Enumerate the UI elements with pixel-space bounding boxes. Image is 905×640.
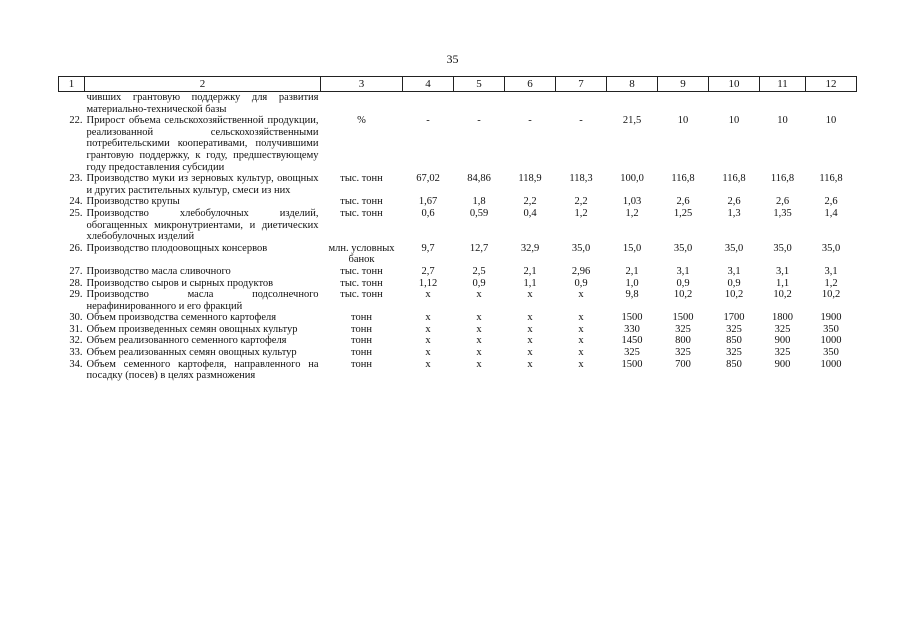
table-row [59, 196, 857, 208]
unit-of-measure: тонн [351, 347, 372, 359]
value-cell-col-12: 2,6 [824, 196, 838, 208]
value-cell-col-9: 325 [675, 347, 691, 359]
value-cell-col-10: 850 [726, 358, 742, 370]
value-cell-col-9: 1,25 [673, 207, 693, 219]
value-cell-col-8: 15,0 [622, 242, 642, 254]
value-cell-col-7 [556, 92, 607, 116]
unit-of-measure: тыс. тонн [340, 173, 383, 185]
value-cell-col-5: 1,8 [472, 196, 486, 208]
value-cell-col-6: х [527, 312, 533, 324]
value-cell-col-12 [806, 92, 857, 116]
value-cell-col-4: 1,12 [418, 277, 438, 289]
value-cell-col-4: 0,6 [421, 207, 435, 219]
value-cell-col-10: 1,3 [727, 207, 741, 219]
value-cell-col-10: 850 [726, 335, 742, 347]
row-number: 22. [69, 115, 83, 127]
row-number: 24. [69, 196, 83, 208]
value-cell-col-6 [505, 92, 556, 116]
value-cell-col-5: х [476, 323, 482, 335]
value-cell-col-7: 0,9 [574, 277, 588, 289]
value-cell-col-11: 10 [777, 115, 788, 127]
unit-of-measure: % [357, 115, 366, 127]
value-cell-col-11: 325 [774, 323, 791, 335]
value-cell-col-5: 2,5 [472, 265, 486, 277]
value-cell-col-10: 325 [726, 347, 742, 359]
value-cell-col-11: 1,1 [775, 277, 790, 289]
indicator-name: Производство хлебобулочных изделий, обогащенных микронутриентами, и диетических хлебобулочных изделий [86, 207, 319, 243]
unit-of-measure: тыс. тонн [340, 289, 383, 301]
value-cell-col-8: 21,5 [622, 115, 642, 127]
value-cell-col-9: 116,8 [671, 173, 695, 185]
value-cell-col-8: 1,03 [622, 196, 642, 208]
indicator-name: Объем реализованного семенного картофеля [86, 335, 287, 347]
value-cell-col-12: 1,4 [824, 207, 838, 219]
column-header-7: 7 [556, 77, 607, 92]
value-cell-col-11: 1800 [772, 312, 793, 324]
value-cell-col-7: 118,3 [569, 173, 593, 185]
value-cell-col-6: х [527, 289, 533, 301]
table-row [59, 324, 857, 336]
value-cell-col-10 [709, 92, 760, 116]
value-cell-col-5: х [476, 347, 482, 359]
value-cell-col-8: 1,0 [625, 277, 639, 289]
unit-of-measure: тыс. тонн [340, 265, 383, 277]
value-cell-col-6: 1,1 [523, 277, 537, 289]
value-cell-col-5 [454, 92, 505, 116]
value-cell-col-9 [658, 92, 709, 116]
row-number: 25. [69, 207, 83, 219]
table-row [59, 359, 857, 382]
value-cell-col-6: х [527, 347, 533, 359]
table-row [59, 312, 857, 324]
value-cell-col-4: х [425, 347, 431, 359]
indicator-name: Производство масла сливочного [86, 265, 231, 277]
value-cell-col-11: 1,35 [773, 207, 792, 219]
indicator-name: Объем реализованных семян овощных культур [86, 347, 297, 359]
row-number: 33. [69, 347, 83, 359]
column-header-8: 8 [607, 77, 658, 92]
table-header [59, 77, 857, 92]
value-cell-col-7: х [578, 323, 584, 335]
value-cell-col-10: 325 [726, 323, 742, 335]
value-cell-col-4: 1,67 [418, 196, 438, 208]
row-number: 30. [69, 312, 83, 324]
row-number: 26. [69, 242, 83, 254]
table-body [59, 92, 857, 382]
value-cell-col-8: 1500 [621, 312, 643, 324]
value-cell-col-8: 1450 [621, 335, 643, 347]
value-cell-col-6: 2,1 [523, 265, 537, 277]
row-number [59, 92, 85, 116]
value-cell-col-6: х [527, 335, 533, 347]
column-header-3: 3 [321, 77, 403, 92]
value-cell-col-11: 900 [774, 335, 791, 347]
value-cell-col-10: 2,6 [727, 196, 741, 208]
value-cell-col-10: 10,2 [724, 289, 744, 301]
value-cell-col-4: х [425, 289, 431, 301]
value-cell-col-12: 3,1 [824, 265, 838, 277]
value-cell-col-9: 2,6 [676, 196, 690, 208]
value-cell-col-11: 3,1 [775, 265, 790, 277]
column-header-9: 9 [658, 77, 709, 92]
value-cell-col-8: 2,1 [625, 265, 639, 277]
value-cell-col-9: 10,2 [673, 289, 693, 301]
row-number: 23. [69, 173, 83, 185]
value-cell-col-12: 116,8 [819, 173, 843, 185]
indicators-table [58, 76, 857, 382]
row-number: 34. [69, 358, 83, 370]
value-cell-col-9: 800 [675, 335, 691, 347]
value-cell-col-10: 10 [728, 115, 740, 127]
indicator-name: Прирост объема сельскохозяйственной продукции, реализованной сельскохозяйственными потребительскими кооперативами, получившими грантовую поддержку, к году, предшествующему году предоставления субсидии [86, 115, 319, 173]
value-cell-col-8: 1500 [621, 358, 643, 370]
value-cell-col-4: х [425, 358, 431, 370]
row-number: 32. [69, 335, 83, 347]
column-header-11: 11 [760, 77, 806, 92]
value-cell-col-8: 1,2 [625, 207, 639, 219]
column-header-10: 10 [709, 77, 760, 92]
value-cell-col-5: х [476, 358, 482, 370]
value-cell-col-5: 0,59 [469, 207, 489, 219]
value-cell-col-9: 0,9 [676, 277, 690, 289]
indicator-name: Производство масла подсолнечного нерафинированного и его фракций [86, 289, 319, 312]
column-header-4: 4 [403, 77, 454, 92]
value-cell-col-7: 1,2 [574, 207, 588, 219]
value-cell-col-7: х [578, 347, 584, 359]
value-cell-col-6: 118,9 [518, 173, 542, 185]
value-cell-col-5: - [477, 115, 481, 127]
value-cell-col-11: 2,6 [775, 196, 790, 208]
value-cell-col-4: 2,7 [421, 265, 435, 277]
table-row [59, 208, 857, 243]
value-cell-col-8 [607, 92, 658, 116]
value-cell-col-7: - [579, 115, 583, 127]
indicator-name: Производство плодоовощных консервов [86, 242, 268, 254]
table-row [59, 266, 857, 278]
value-cell-col-9: 700 [675, 358, 691, 370]
value-cell-col-9: 325 [675, 323, 691, 335]
table-row [59, 289, 857, 312]
value-cell-col-4: х [425, 323, 431, 335]
value-cell-col-12: 1900 [820, 312, 842, 324]
unit-of-measure [321, 92, 403, 116]
value-cell-col-12: 350 [823, 323, 839, 335]
unit-of-measure: тыс. тонн [340, 196, 383, 208]
indicator-name: Объем произведенных семян овощных культур [86, 323, 298, 335]
value-cell-col-5: х [476, 289, 482, 301]
row-number: 27. [69, 265, 83, 277]
value-cell-col-4: - [426, 115, 430, 127]
value-cell-col-7: х [578, 358, 584, 370]
value-cell-col-9: 1500 [672, 312, 694, 324]
unit-of-measure: тыс. тонн [340, 277, 383, 289]
value-cell-col-8: 330 [624, 323, 640, 335]
value-cell-col-12: 1000 [820, 358, 842, 370]
value-cell-col-10: 0,9 [727, 277, 741, 289]
table-row [59, 173, 857, 196]
value-cell-col-7: 2,96 [571, 265, 591, 277]
value-cell-col-7: х [578, 289, 584, 301]
value-cell-col-10: 3,1 [727, 265, 741, 277]
indicator-name: Производство крупы [86, 196, 180, 208]
indicator-name: Объем производства семенного картофеля [86, 312, 277, 324]
value-cell-col-9: 35,0 [673, 242, 693, 254]
table-row [59, 347, 857, 359]
value-cell-col-6: 2,2 [523, 196, 537, 208]
value-cell-col-6: 32,9 [520, 242, 540, 254]
indicator-name: Производство муки из зерновых культур, овощных и других растительных культур, смеси из них [86, 173, 319, 196]
value-cell-col-8: 100,0 [620, 173, 644, 185]
value-cell-col-7: 35,0 [571, 242, 591, 254]
value-cell-col-6: 0,4 [523, 207, 537, 219]
row-number: 28. [69, 277, 83, 289]
value-cell-col-5: 12,7 [469, 242, 489, 254]
value-cell-col-9: 3,1 [676, 265, 690, 277]
value-cell-col-12: 35,0 [821, 242, 841, 254]
value-cell-col-6: - [528, 115, 532, 127]
column-header-5: 5 [454, 77, 505, 92]
indicator-name: Объем семенного картофеля, направленного на посадку (посев) в целях размножения [86, 358, 319, 382]
unit-of-measure: тонн [351, 312, 372, 324]
value-cell-col-5: х [476, 335, 482, 347]
table-row [59, 92, 857, 116]
value-cell-col-4: х [425, 335, 431, 347]
value-cell-col-8: 325 [624, 347, 640, 359]
value-cell-col-4: х [425, 312, 431, 324]
value-cell-col-5: х [476, 312, 482, 324]
table-row [59, 278, 857, 290]
row-number: 31. [69, 323, 83, 335]
value-cell-col-11 [760, 92, 806, 116]
value-cell-col-12: 350 [823, 347, 839, 359]
column-header-2: 2 [85, 77, 321, 92]
value-cell-col-12: 1,2 [824, 277, 838, 289]
value-cell-col-11: 900 [774, 358, 791, 370]
value-cell-col-10: 1700 [723, 312, 745, 324]
value-cell-col-11: 325 [774, 347, 791, 359]
column-header-12: 12 [806, 77, 857, 92]
indicator-name: чивших грантовую поддержку для развития материально-технической базы [86, 92, 319, 115]
value-cell-col-12: 10 [825, 115, 837, 127]
value-cell-col-10: 35,0 [724, 242, 744, 254]
value-cell-col-11: 10,2 [773, 289, 792, 301]
value-cell-col-5: 84,86 [467, 173, 491, 185]
row-number: 29. [69, 289, 83, 301]
value-cell-col-9: 10 [677, 115, 689, 127]
value-cell-col-11: 116,8 [770, 173, 795, 185]
value-cell-col-6: х [527, 323, 533, 335]
value-cell-col-8: 9,8 [625, 289, 639, 301]
table-row [59, 335, 857, 347]
value-cell-col-7: х [578, 335, 584, 347]
table-row [59, 243, 857, 266]
column-header-1: 1 [59, 77, 85, 92]
value-cell-col-4: 9,7 [421, 242, 435, 254]
value-cell-col-12: 1000 [820, 335, 842, 347]
table-row [59, 115, 857, 173]
value-cell-col-10: 116,8 [722, 173, 746, 185]
value-cell-col-5: 0,9 [472, 277, 486, 289]
value-cell-col-7: 2,2 [574, 196, 588, 208]
value-cell-col-11: 35,0 [773, 242, 792, 254]
unit-of-measure: тонн [351, 358, 372, 370]
value-cell-col-6: х [527, 358, 533, 370]
indicator-name: Производство сыров и сырных продуктов [86, 277, 274, 289]
column-header-6: 6 [505, 77, 556, 92]
value-cell-col-7: х [578, 312, 584, 324]
value-cell-col-4 [403, 92, 454, 116]
header-row [59, 77, 857, 92]
unit-of-measure: млн. условных банок [328, 242, 395, 266]
value-cell-col-4: 67,02 [416, 173, 440, 185]
unit-of-measure: тонн [351, 335, 372, 347]
value-cell-col-12: 10,2 [821, 289, 841, 301]
unit-of-measure: тыс. тонн [340, 207, 383, 219]
page-number: 35 [446, 52, 459, 66]
unit-of-measure: тонн [351, 323, 372, 335]
